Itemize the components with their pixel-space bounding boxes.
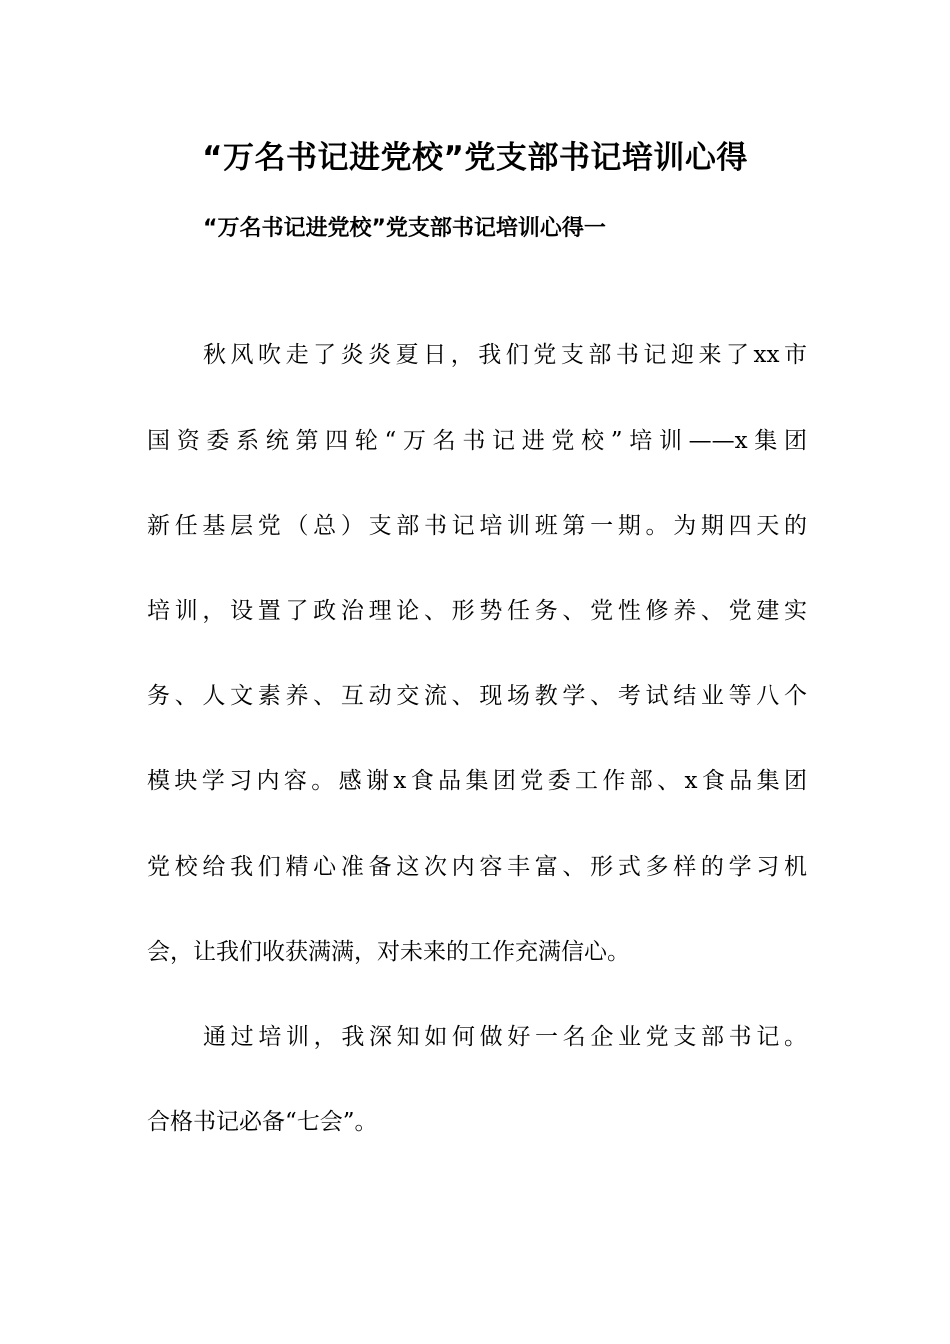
paragraph-2-line-2: 合格书记必备“七会”。 (147, 1109, 378, 1135)
paragraph-1-line-5: 务、人文素养、互动交流、现场教学、考试结业等八个 (147, 683, 807, 709)
section-subtitle: “万名书记进党校”党支部书记培训心得一 (203, 216, 606, 241)
paragraph-1-line-4: 培训，设置了政治理论、形势任务、党性修养、党建实 (147, 598, 807, 624)
paragraph-1-line-3: 新任基层党（总）支部书记培训班第一期。为期四天的 (147, 513, 807, 539)
paragraph-1-line-7: 党校给我们精心准备这次内容丰富、形式多样的学习机 (147, 854, 807, 880)
paragraph-1-line-1: 秋风吹走了炎炎夏日，我们党支部书记迎来了xx市 (203, 342, 807, 368)
document-title: “万名书记进党校”党支部书记培训心得 (202, 140, 748, 176)
paragraph-1-line-8: 会，让我们收获满满，对未来的工作充满信心。 (147, 939, 630, 965)
paragraph-2-line-1: 通过培训，我深知如何做好一名企业党支部书记。 (203, 1024, 807, 1050)
paragraph-1-line-6: 模块学习内容。感谢x食品集团党委工作部、x食品集团 (147, 768, 807, 794)
paragraph-1-line-2: 国资委系统第四轮“万名书记进党校”培训——x集团 (147, 428, 807, 454)
